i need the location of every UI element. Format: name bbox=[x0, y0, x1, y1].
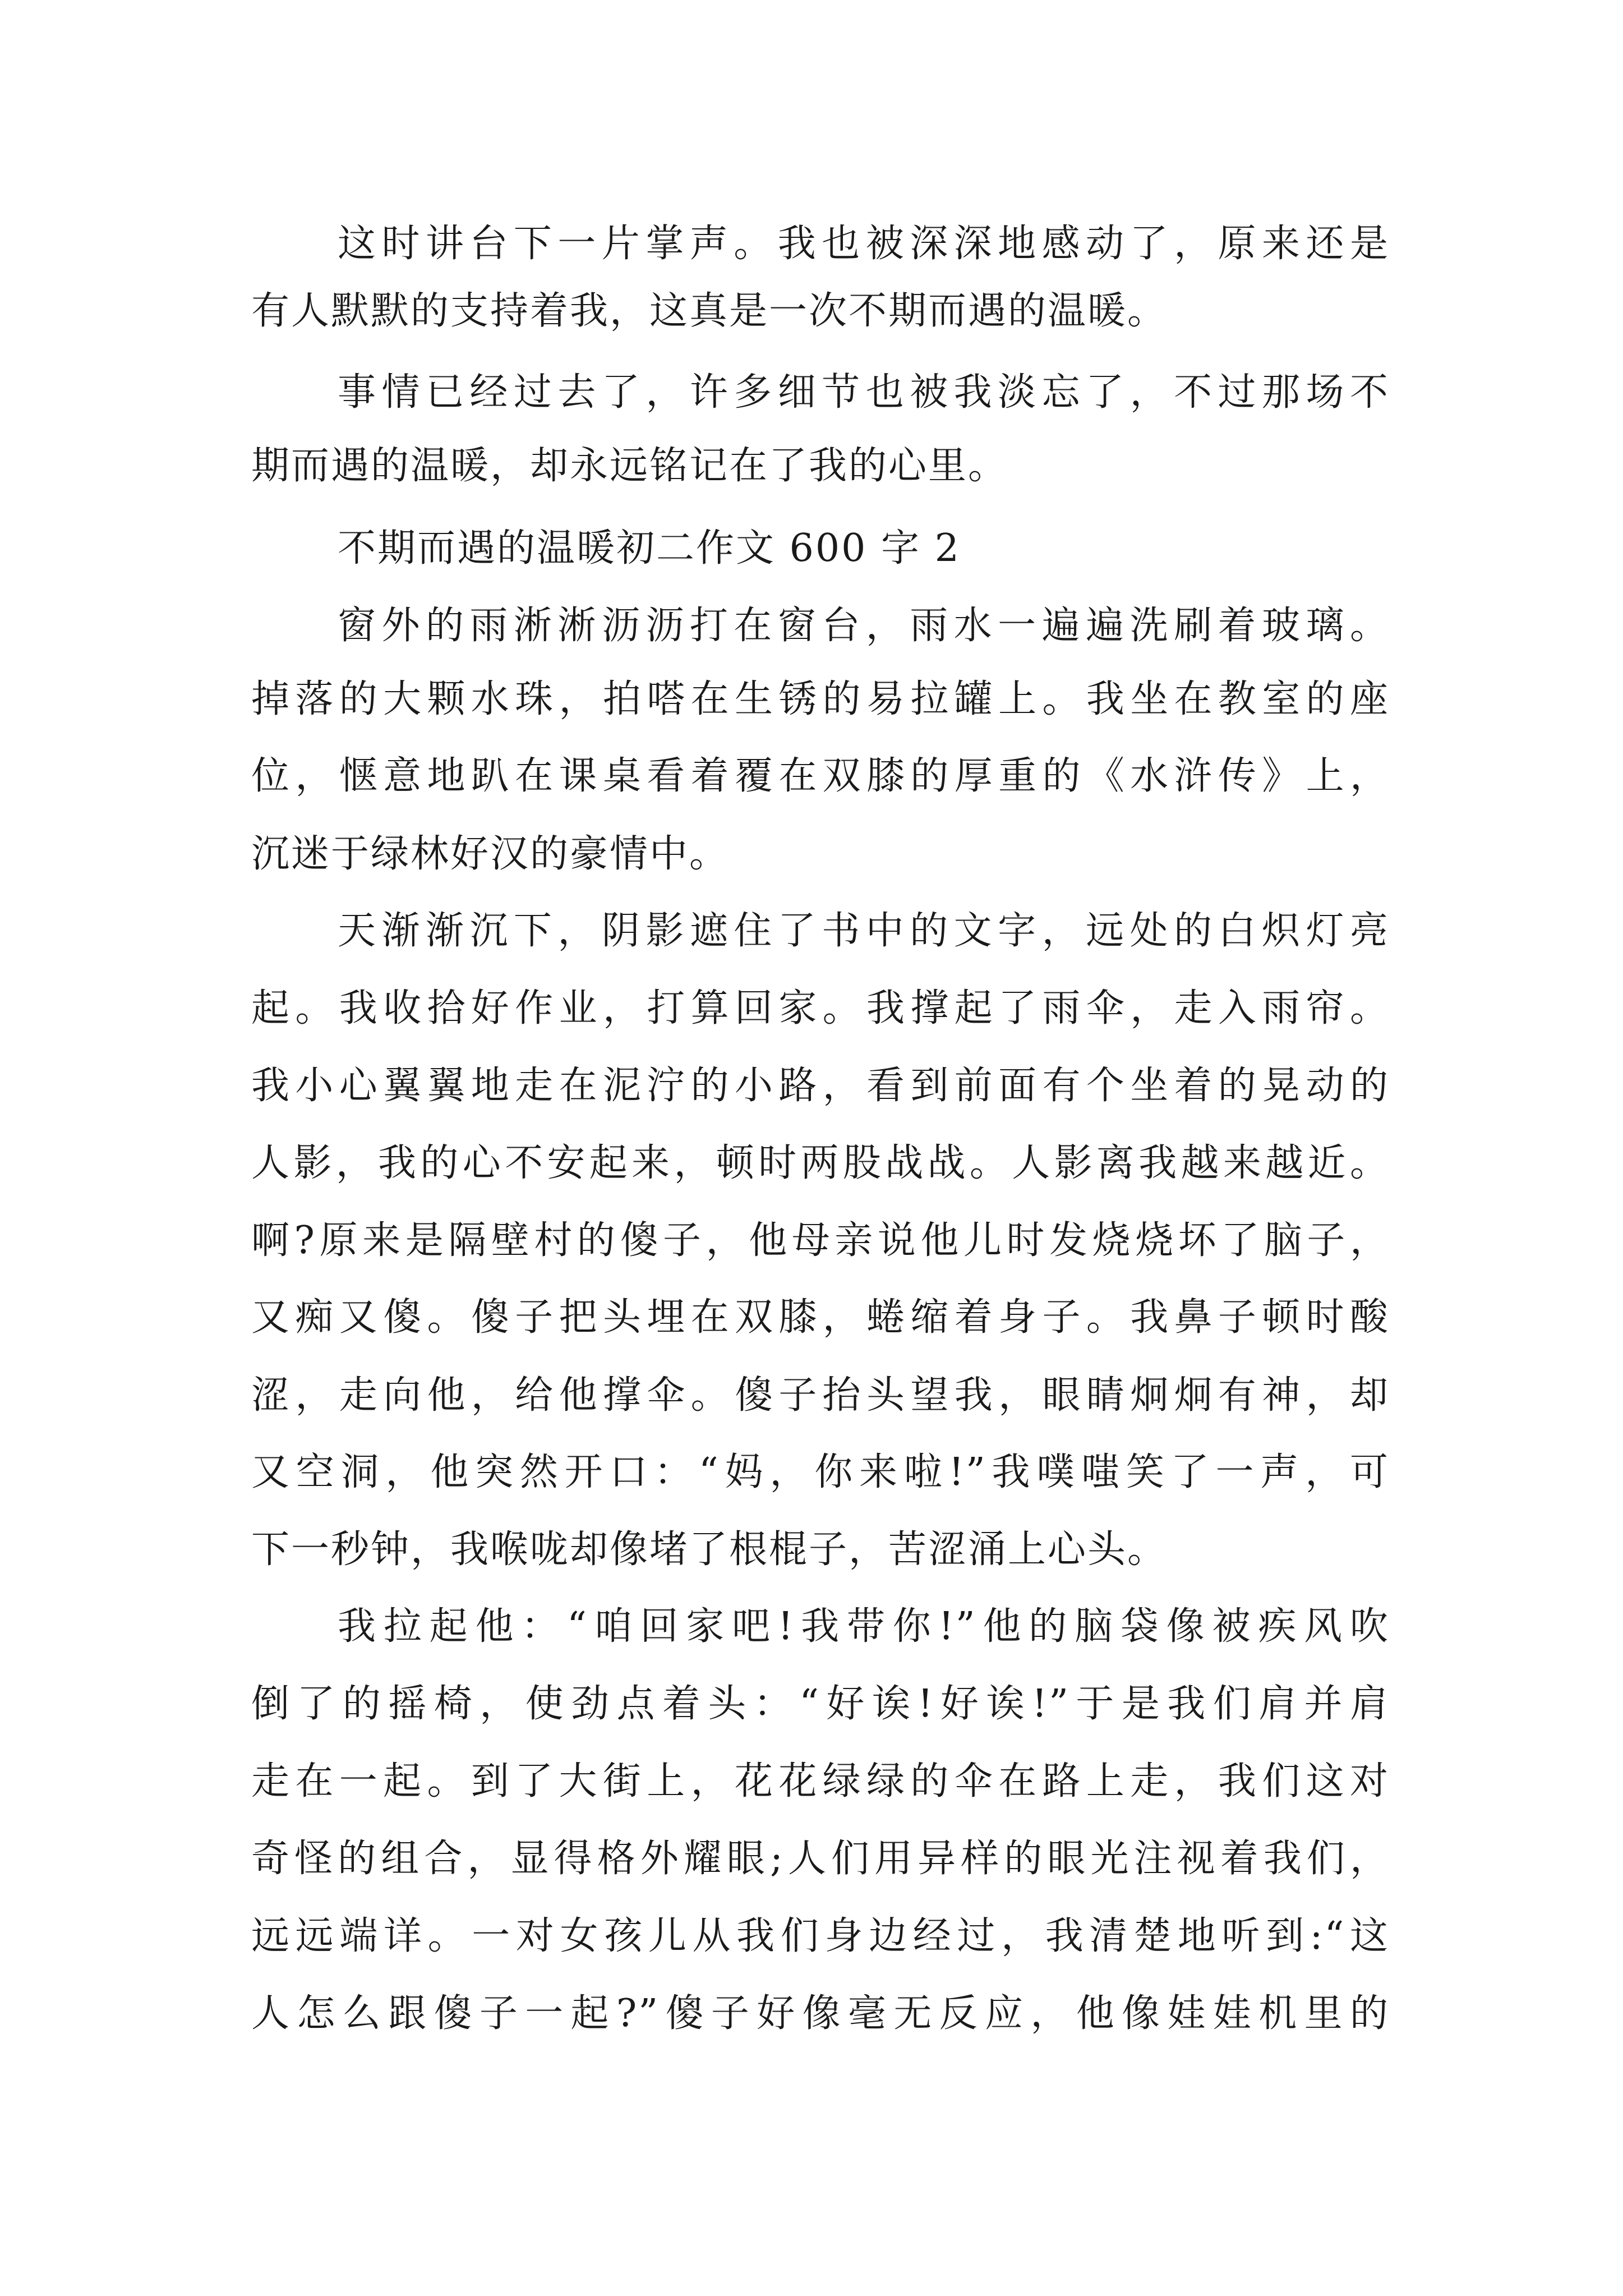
text-line: 下一秒钟，我喉咙却像堵了根棍子，苦涩涌上心头。 bbox=[251, 1527, 1168, 1572]
text-line: 走在一起。到了大街上，花花绿绿的伞在路上走，我们这对 bbox=[251, 1759, 1390, 1803]
text-line: 事情已经过去了，许多细节也被我淡忘了，不过那场不 bbox=[338, 370, 1390, 415]
text-line: 窗外的雨淅淅沥沥打在窗台，雨水一遍遍洗刷着玻璃。 bbox=[338, 604, 1390, 648]
text-line: 起。我收拾好作业，打算回家。我撑起了雨伞，走入雨帘。 bbox=[251, 986, 1390, 1030]
text-line: 远远端详。一对女孩儿从我们身边经过，我清楚地听到:“这 bbox=[251, 1914, 1390, 1958]
text-line: 期而遇的温暖，却永远铭记在了我的心里。 bbox=[251, 444, 1008, 488]
text-line: 有人默默的支持着我，这真是一次不期而遇的温暖。 bbox=[251, 289, 1168, 333]
text-line: 奇怪的组合，显得格外耀眼;人们用异样的眼光注视着我们， bbox=[251, 1837, 1390, 1881]
text-line: 又空洞，他突然开口：“妈，你来啦!”我噗嗤笑了一声，可 bbox=[251, 1450, 1390, 1494]
text-line: 涩，走向他，给他撑伞。傻子抬头望我，眼睛炯炯有神，却 bbox=[251, 1373, 1390, 1418]
text-line: 我小心翼翼地走在泥泞的小路，看到前面有个坐着的晃动的 bbox=[251, 1064, 1390, 1108]
section-heading: 不期而遇的温暖初二作文 600 字 2 bbox=[338, 526, 961, 570]
text-line: 人怎么跟傻子一起?”傻子好像毫无反应，他像娃娃机里的 bbox=[251, 1991, 1390, 2036]
text-line: 这时讲台下一片掌声。我也被深深地感动了，原来还是 bbox=[338, 222, 1390, 266]
text-line: 我拉起他：“咱回家吧!我带你!”他的脑袋像被疾风吹 bbox=[338, 1604, 1390, 1649]
text-line: 又痴又傻。傻子把头埋在双膝，蜷缩着身子。我鼻子顿时酸 bbox=[251, 1295, 1390, 1340]
text-line: 位，惬意地趴在课桌看着覆在双膝的厚重的《水浒传》上， bbox=[251, 754, 1390, 798]
text-line: 倒了的摇椅，使劲点着头：“好诶!好诶!”于是我们肩并肩 bbox=[251, 1682, 1390, 1726]
text-line: 天渐渐沉下，阴影遮住了书中的文字，远处的白炽灯亮 bbox=[338, 909, 1390, 953]
text-line: 沉迷于绿林好汉的豪情中。 bbox=[251, 832, 730, 876]
text-line: 掉落的大颗水珠，拍嗒在生锈的易拉罐上。我坐在教室的座 bbox=[251, 677, 1390, 721]
text-line: 人影，我的心不安起来，顿时两股战战。人影离我越来越近。 bbox=[251, 1141, 1390, 1185]
text-line: 啊?原来是隔壁村的傻子，他母亲说他儿时发烧烧坏了脑子， bbox=[251, 1218, 1390, 1263]
